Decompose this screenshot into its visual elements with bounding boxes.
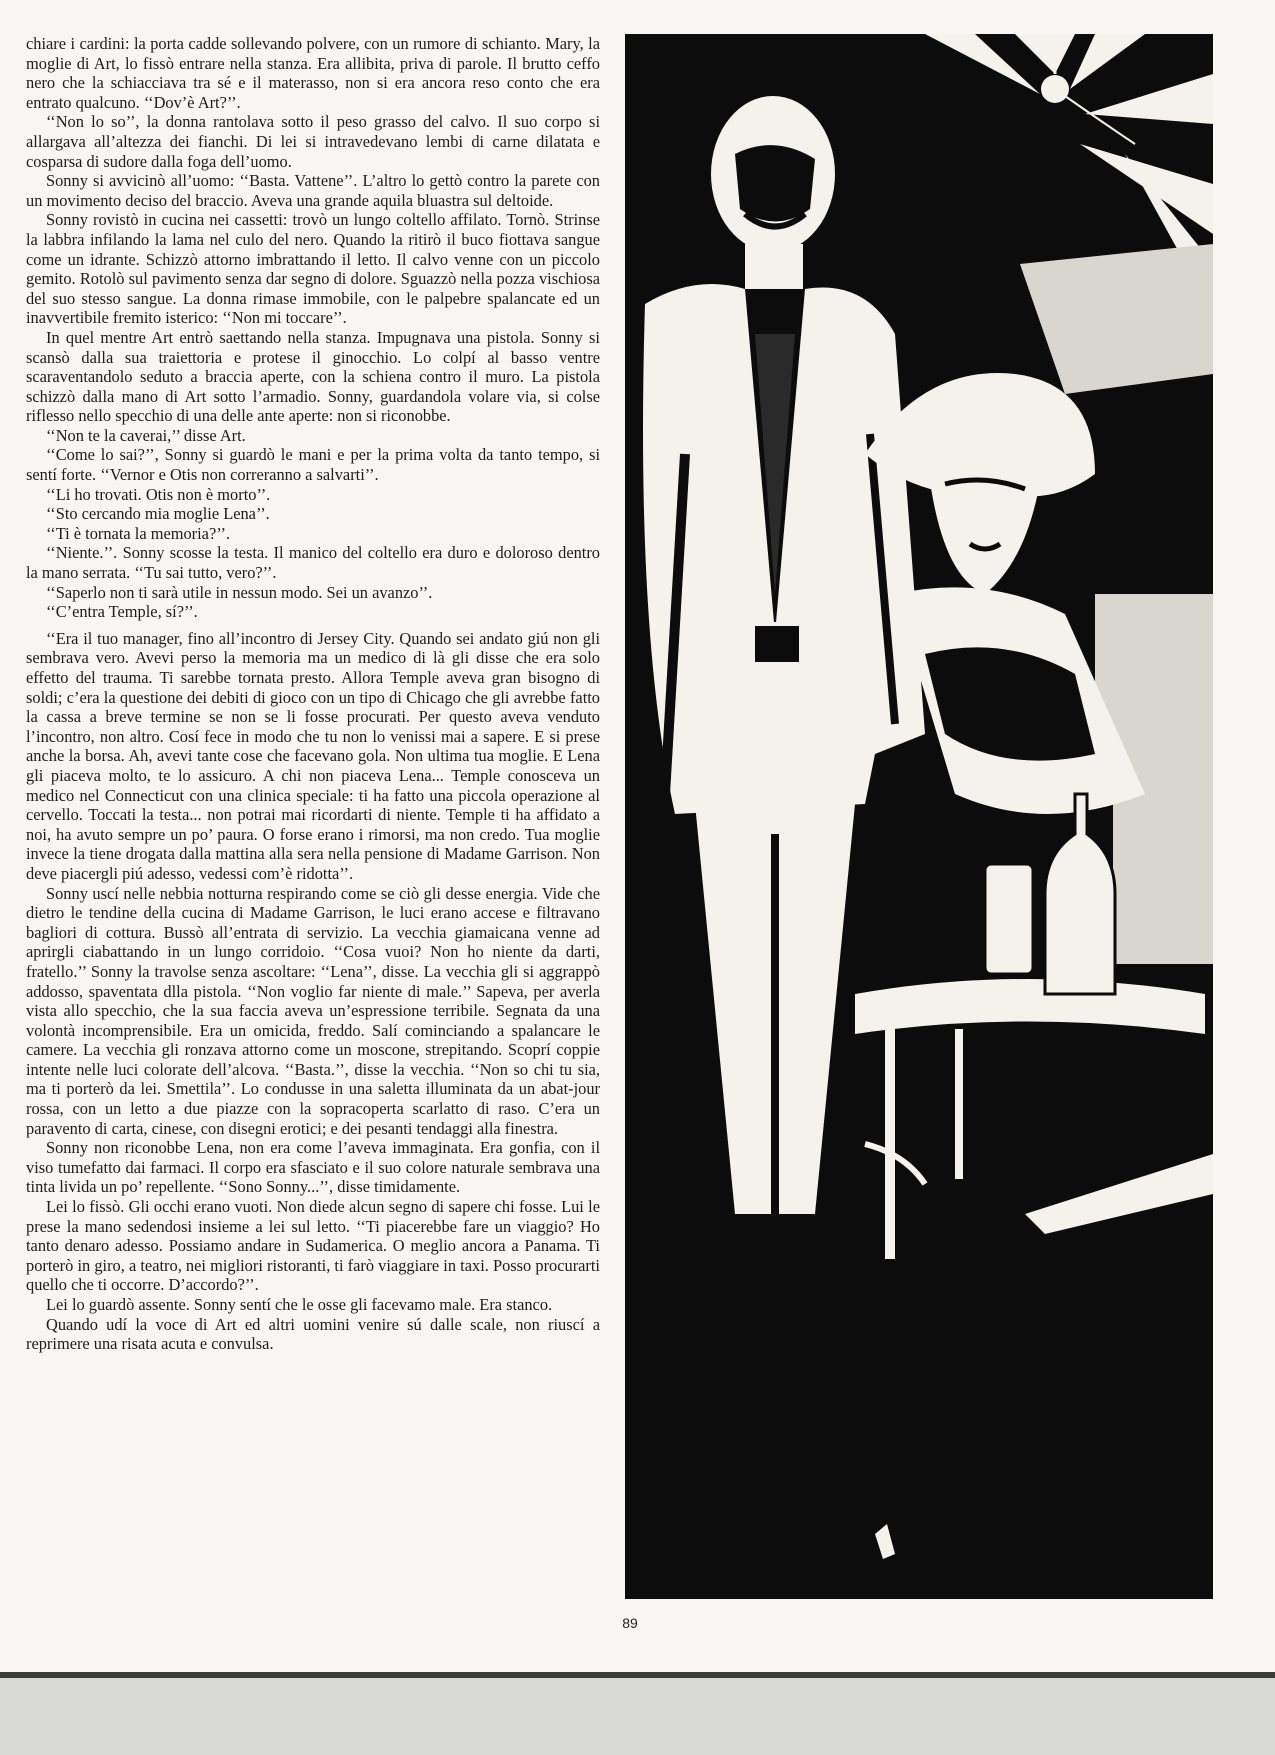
dialogue-line: ‘‘Saperlo non ti sarà utile in nessun modo. Sei un avanzo’’.: [46, 582, 433, 602]
paragraph: chiare i cardini: la porta cadde sollevando polvere, con un rumore di schianto. Mary, la moglie di Art, lo fissò entrare nella stanza. Era allibita, priva di parole. Il brutto ceffo nero che la schiacciava tra sé e il materasso, non si era ancora reso conto che era entrato qualcuno. ‘‘Dov’è Art?’’.: [26, 34, 600, 112]
illustration-artwork: [625, 34, 1213, 1599]
paragraph: Sonny si avvicinò all’uomo: ‘‘Basta. Vattene’’. L’altro lo gettò contro la parete con un movimento deciso del braccio. Aveva una grande aquila bluastra sul deltoide.: [26, 171, 600, 210]
dialogue-line: ‘‘Non te la caverai,’’ disse Art.: [46, 425, 246, 445]
paragraph: Lei lo guardò assente. Sonny sentí che le osse gli facevamo male. Era stanco.: [46, 1295, 553, 1314]
dialogue-line: ‘‘Li ho trovati. Otis non è morto’’.: [46, 484, 271, 504]
paragraph: Sonny rovistò in cucina nei cassetti: trovò un lungo coltello affilato. Tornò. Strinse la labbra infilando la lama nel culo del nero. Quando la ritirò il buco fiottava sangue come un idrante. Schizzò attorno imbrattando il letto. Il calvo venne con un piccolo gemito. Rotolò sul pavimento senza dar segno di dolore. Sguazzò nella pozza vischiosa del suo stesso sangue. La donna rimase immobile, con le palpebre spalancate ed un inavvertibile fremito isterico: ‘‘Non mi toccare’’.: [26, 210, 600, 328]
paragraph: ‘‘Era il tuo manager, fino all’incontro di Jersey City. Quando sei andato giú non gli sembrava vero. Avevi perso la memoria ma un medico di là gli disse che era solo effetto del trauma. Ti sarebbe tornata presto. Allora Temple aveva gran bisogno di soldi; c’era la questione dei debiti di gioco con un tipo di Chicago che gli avrebbe fatto la cassa a breve termine se non se li fosse procurati. Per questo aveva venduto l’incontro, non altro. Cosí fece in modo che tu non lo venissi mai a sapere. E si prese anche la borsa. Ah, avevi tante cose che facevano gola. Non ultima tua moglie. E Lena gli piaceva molto, te lo assicuro. A chi non piaceva Lena... Temple conosceva un medico nel Connecticut con una clinica speciale: ti ha fatto una piccola operazione al cervello. Toccati la testa... non potrai mai ricordarti di niente. Temple ti ha affidato a noi, ha avuto sempre un po’ paura. O forse erano i rimorsi, ma non credo. Tua moglie invece la tiene drogata dalla mattina alla sera nella pensione di Madame Garrison. Non deve piacergli piú adesso, vedessi com’è ridotta’’.: [26, 628, 600, 883]
paragraph: In quel mentre Art entrò saettando nella stanza. Impugnava una pistola. Sonny si scansò dalla sua traiettoria e protese il ginocchio. Lo colpí al basso ventre scaraventandolo seduto a braccia aperte, con la schiena contro il muro. La pistola schizzò dalla mano di Art sotto l’armadio. Sonny, guardandola volare via, si colse riflesso nello specchio di una delle ante aperte: non si riconobbe.: [26, 327, 600, 426]
paragraph: Sonny non riconobbe Lena, non era come l’aveva immaginata. Era gonfia, con il viso tumefatto dai farmaci. Il corpo era sfasciato e il suo colore naturale sembrava una tinta livida un po’ repellente. ‘‘Sono Sonny...’’, disse timidamente.: [26, 1138, 600, 1197]
paragraph: Lei lo fissò. Gli occhi erano vuoti. Non diede alcun segno di sapere chi fosse. Lui le prese la mano sedendosi insieme a lei sul letto. ‘‘Ti piacerebbe fare un viaggio? Ho tanto denaro adesso. Possiamo andare in Sudamerica. O meglio ancora a Panama. Ti porterò in giro, a teatro, nei migliori ristoranti, ti farò viaggiare in taxi. Posso procurarti quello che ti occorre. D’accordo?’’.: [26, 1197, 600, 1295]
paragraph: Quando udí la voce di Art ed altri uomini venire sú dalle scale, non riuscí a reprimere una risata acuta e convulsa.: [26, 1314, 600, 1354]
page-number: 89: [622, 1615, 638, 1631]
paragraph: ‘‘Non lo so’’, la donna rantolava sotto il peso grasso del calvo. Il suo corpo si allargava all’altezza dei fianchi. Di lei si intravedevano lembi di carne dilatata e cosparsa di sudore dalla foga dell’uomo.: [26, 112, 600, 171]
scan-background: [0, 1672, 1275, 1755]
dialogue-line: ‘‘Come lo sai?’’, Sonny si guardò le mani e per la prima volta da tanto tempo, si sentí forte. ‘‘Vernor e Otis non correranno a salvarti’’.: [26, 445, 600, 485]
dialogue-line: ‘‘C’entra Temple, sí?’’.: [46, 602, 198, 622]
dialogue-line: ‘‘Sto cercando mia moglie Lena’’.: [46, 504, 270, 524]
dialogue-line: ‘‘Niente.’’. Sonny scosse la testa. Il manico del coltello era duro e doloroso dentro la mano serrata. ‘‘Tu sai tutto, vero?’’.: [26, 543, 600, 583]
dialogue-line: ‘‘Ti è tornata la memoria?’’.: [46, 523, 231, 543]
paragraph: Sonny uscí nelle nebbia notturna respirando come se ciò gli desse energia. Vide che dietro le tendine della cucina di Madame Garrison, le luci erano accese e filtravano bagliori di cottura. Bussò all’entrata di servizio. La vecchia giamaicana venne ad aprirgli ciabattando in un lungo corridoio. ‘‘Cosa vuoi? Non ho niente da darti, fratello.’’ Sonny la travolse senza ascoltare: ‘‘Lena’’, disse. La vecchia gli si aggrappò addosso, spaventata dlla pistola. ‘‘Non voglio far niente di male.’’ Sapeva, per averla vista allo specchio, che la sua faccia aveva un’espressione terribile. Segnata da una volontà incomprensibile. Era un omicida, freddo. Salí cominciando a spalancare le camere. La vecchia gli ronzava attorno come un moscone, strepitando. Scoprí coppie intente nelle luci colorate dell’alcova. ‘‘Basta.’’, disse la vecchia. ‘‘Non so chi tu sia, ma ti porterò da lei. Smettila’’. Lo condusse in una saletta illuminata da un abat-jour rossa, con un letto a due piazze con la sopracoperta scarlatto di raso. C’era un paravento di carta, cinese, con disegni erotici; e dei pesanti tendaggi alla finestra.: [26, 883, 600, 1138]
ink-illustration: [625, 34, 1213, 1599]
story-text-column: [26, 34, 600, 1354]
